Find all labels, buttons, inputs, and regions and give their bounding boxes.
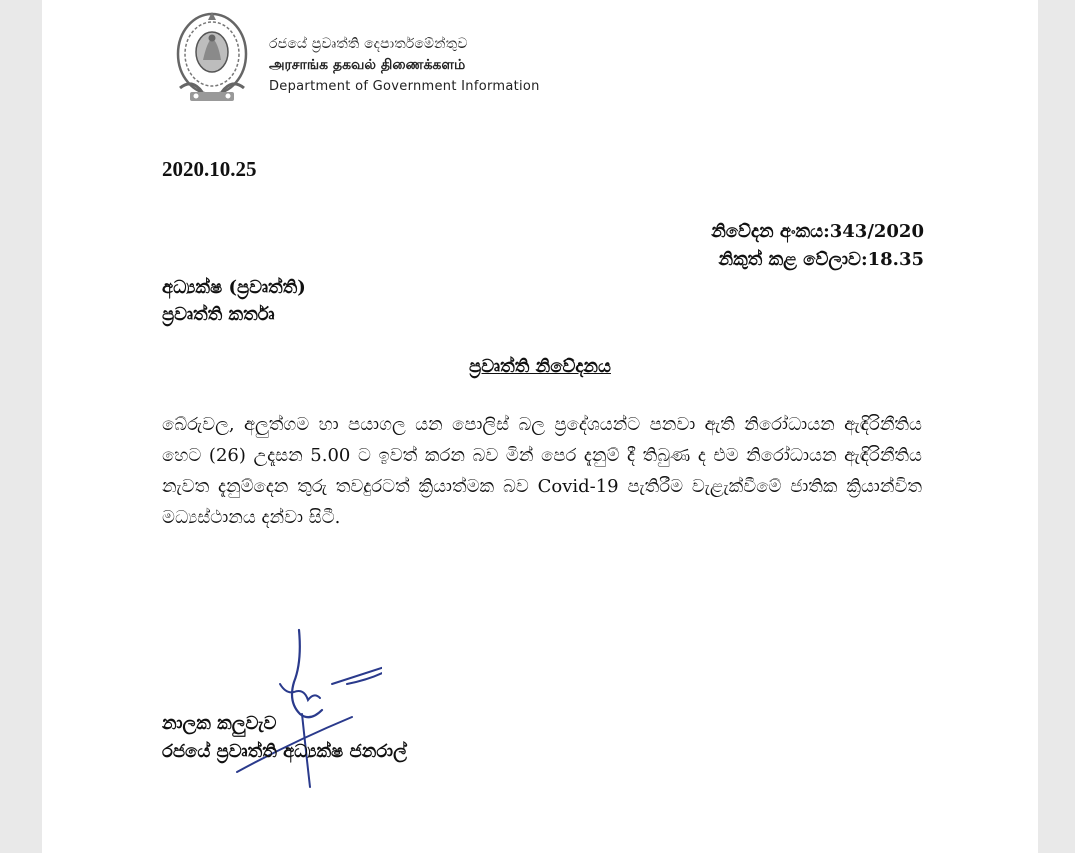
signatory-name: නාලක කලුවැව — [162, 713, 277, 734]
signatory-position: රජයේ ප්‍රවෘත්ති අධ්‍යක්ෂ ජනරාල් — [162, 741, 407, 762]
release-meta — [711, 218, 924, 274]
body-paragraph: බේරුවල, අලුත්ගම හා පයාගල යන පොලිස් බල ප්‍රදේශයන්ට පනවා ඇති නිරෝධායන ඇඳිරිනීතිය හෙට (26) උදෑසන 5.00 ට ඉවත් කරන බව මින් පෙර දැනුම් දී තිබුණ ද එම නිරෝධායන ඇඳිරිනීතිය නැවත දැනුම්දෙන තුරු තවදුරටත් ක්‍රියාත්මක බව Covid-19 පැතිරීම වැළැක්වීමේ ජාතික ක්‍රියාන්විත මධ්‍යස්ථානය දන්වා සිටී. — [162, 414, 922, 528]
document-title: ප්‍රවෘත්ති නිවේදනය — [469, 356, 611, 377]
release-number: නිවේදන අංකය:343/2020 — [711, 221, 924, 242]
letterhead-sinhala: රජයේ ප්‍රවෘත්ති දෙපාර්තමේන්තුව — [269, 36, 468, 52]
sri-lanka-emblem-icon — [172, 8, 252, 104]
letterhead-tamil: அரசாங்க தகவல் திணைக்களம் — [269, 57, 466, 73]
letterhead-text — [269, 34, 540, 97]
addressee-line-1: අධ්‍යක්ෂ (ප්‍රවෘත්ති) — [162, 277, 306, 298]
letterhead-english: Department of Government Information — [269, 79, 540, 94]
document-page — [42, 0, 1038, 853]
addressee-line-2: ප්‍රවෘත්ති කර්තෘ — [162, 304, 275, 325]
handwritten-signature — [182, 622, 382, 792]
signatory — [162, 710, 407, 766]
release-date: 2020.10.25 — [162, 157, 257, 181]
letterhead — [172, 8, 567, 104]
addressee — [162, 274, 306, 328]
release-time: නිකුත් කළ වේලාව:18.35 — [718, 249, 924, 270]
